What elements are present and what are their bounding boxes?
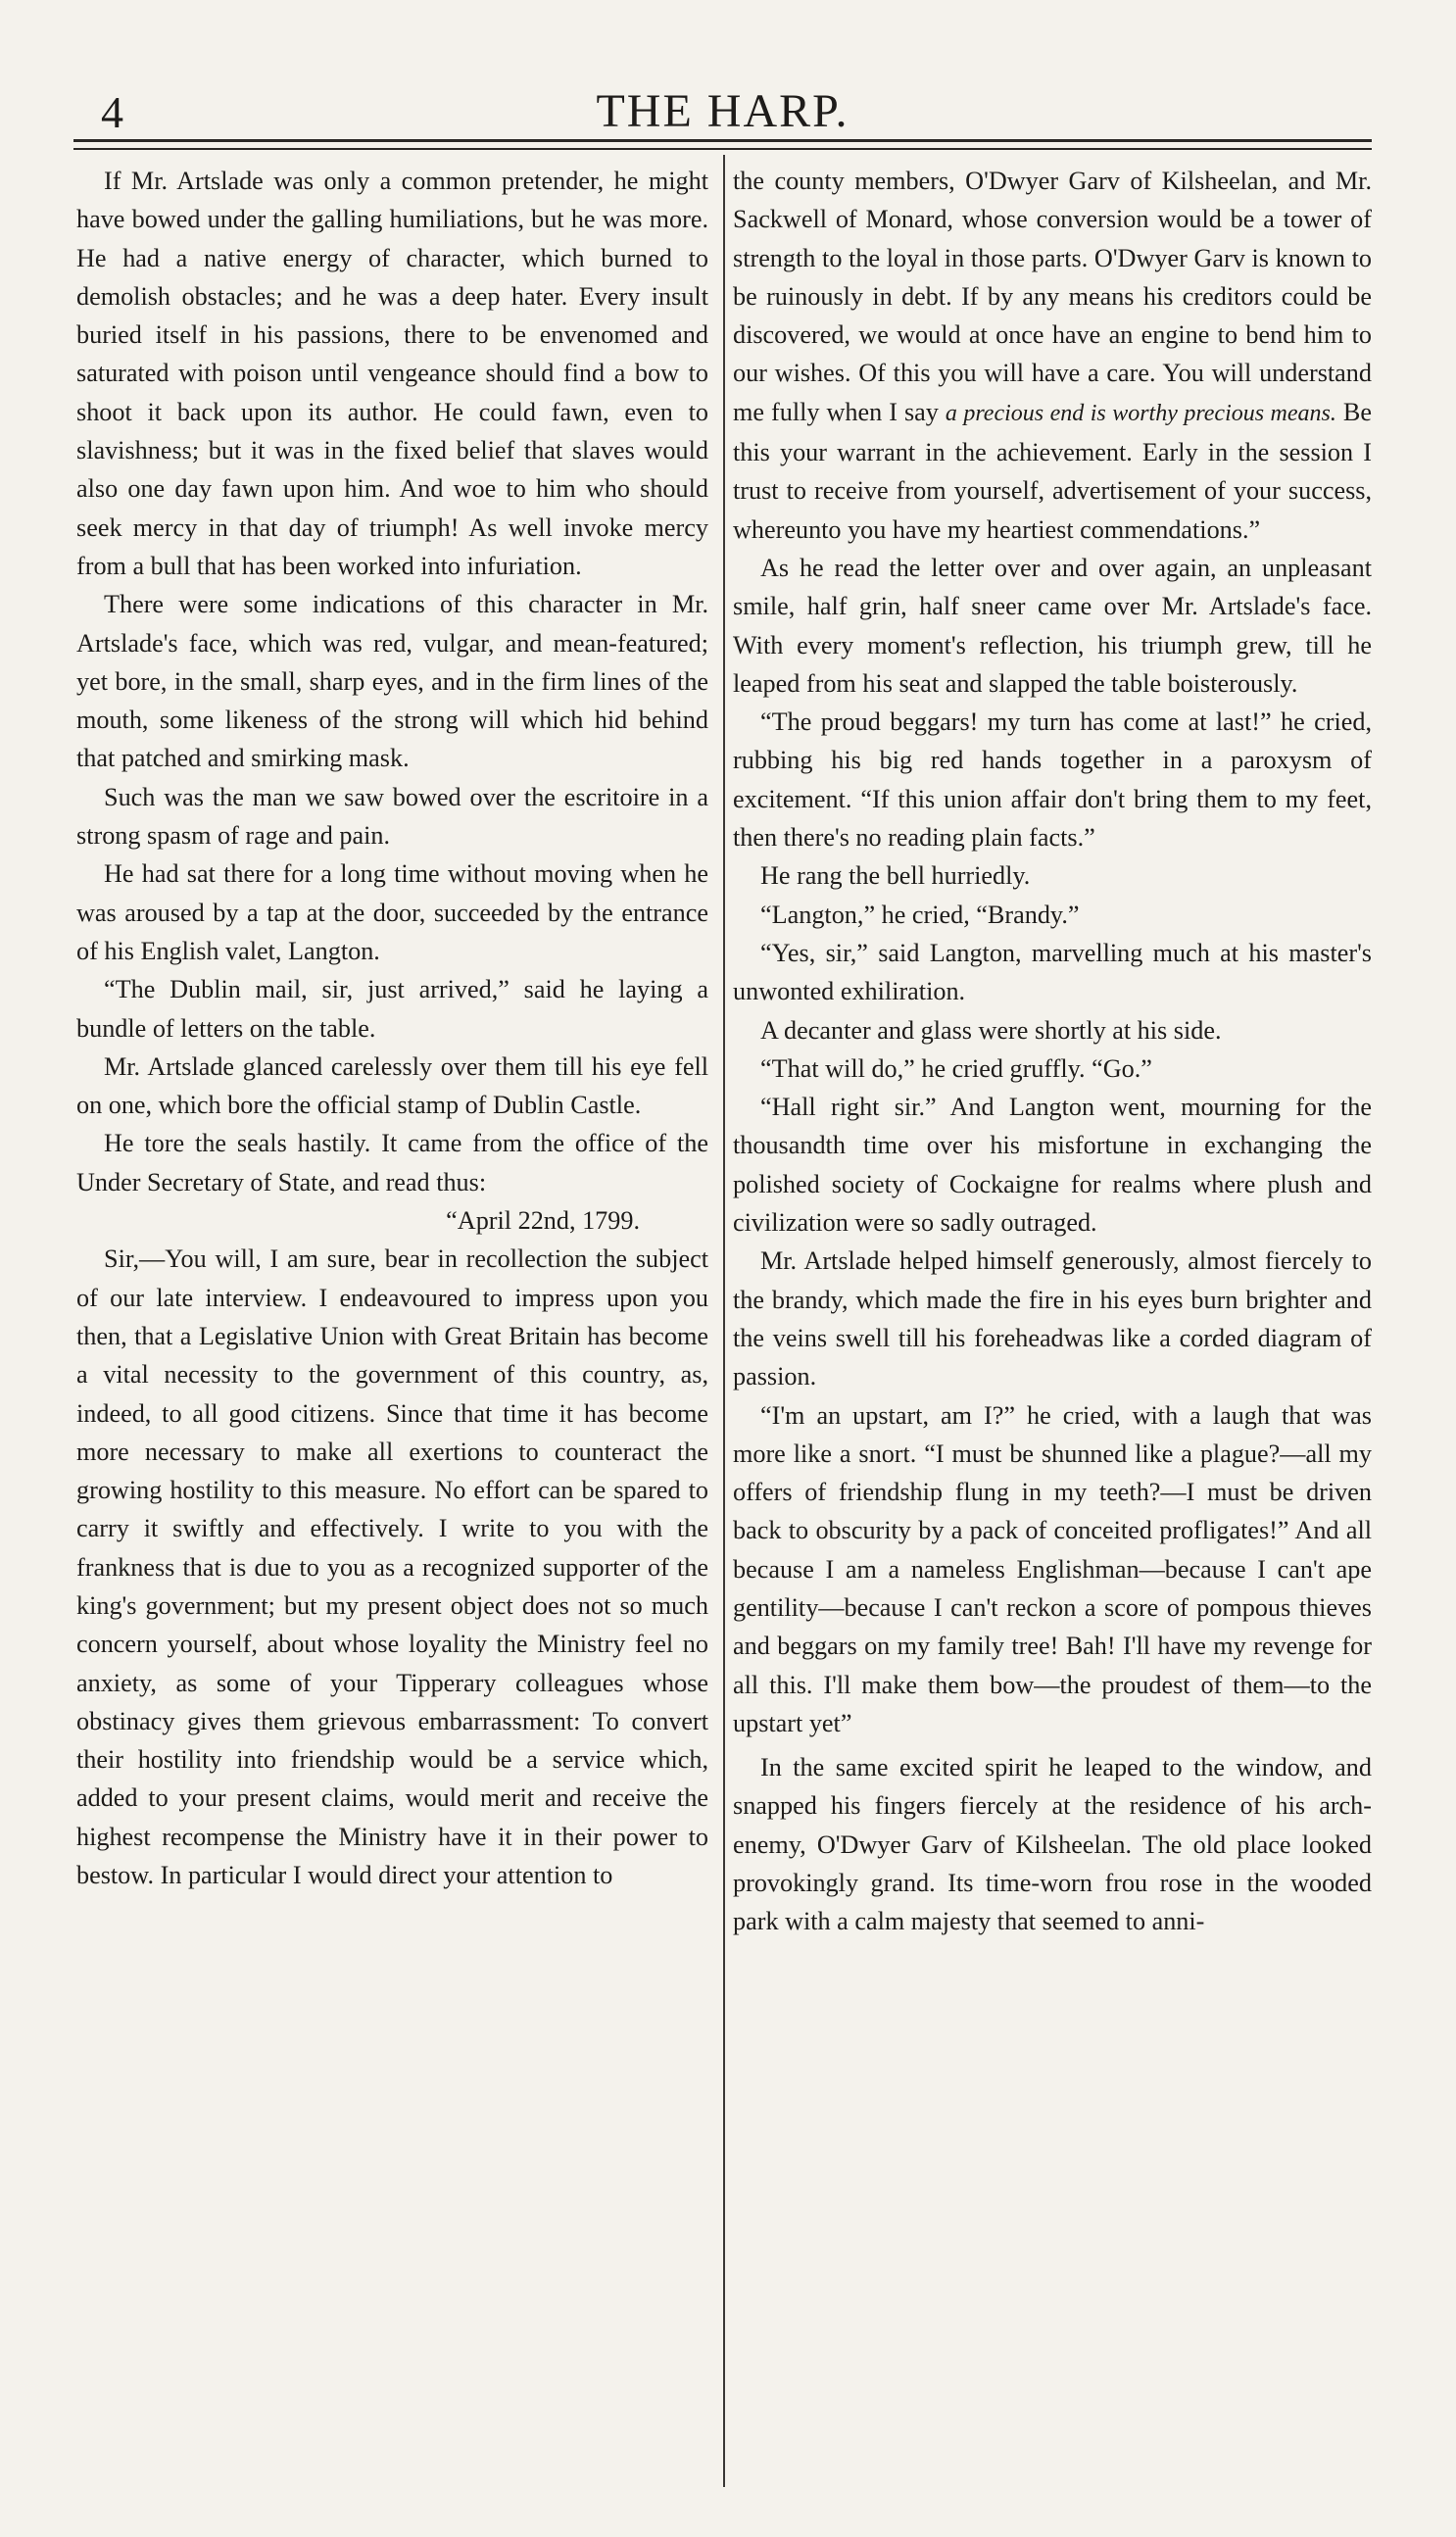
paragraph: “Langton,” he cried, “Brandy.” bbox=[760, 900, 1080, 929]
header-rule-thin bbox=[73, 148, 1372, 150]
page-number: 4 bbox=[101, 87, 123, 137]
letter-dateline: “April 22nd, 1799. bbox=[446, 1206, 640, 1236]
paragraph: Mr. Artslade glanced carelessly over them till his eye fell on one, which bore the official stamp of Dublin Castle. bbox=[76, 1051, 708, 1120]
paragraph: “I'm an upstart, am I?” he cried, with a laugh that was more like a snort. “I must be shunned like a plague?—all my offers of friendship flung in my teeth?—I must be driven back to obscurity by a pack of conceited profligates!” And all because I am a nameless Englishman—because I can't ape gentility—because I can't reckon a score of pompous thieves and beggars on my family tree! Bah! I'll have my revenge for all this. I'll make them bow—the proudest of them—to the upstart yet” bbox=[733, 1400, 1372, 1737]
running-title: THE HARP. bbox=[596, 85, 849, 137]
header-rule-thick bbox=[73, 139, 1372, 142]
paragraph: Such was the man we saw bowed over the escritoire in a strong spasm of rage and pain. bbox=[76, 782, 708, 851]
right-column bbox=[733, 162, 1372, 1941]
letter-body: Sir,—You will, I am sure, bear in recollection the subject of our late interview. I endeavoured to impress upon you then, that a Legislative Union with Great Britain has become a vital necessity to the government of this country, as, indeed, to all good citizens. Since that time it has become more necessary to make all exertions to counteract the growing hostility to this measure. No effort can be spared to carry it swiftly and effectively. I write to you with the frankness that is due to you as a recognized supporter of the king's government; but my present object does not so much concern yourself, about whose loyality the Ministry feel no anxiety, as some of your Tipperary colleagues whose obstinacy gives them grievous embarrassment: To convert their hostility into friendship would be a service which, added to your present claims, would merit and receive the highest recompense the Ministry have it in their power to bestow. In particular I would direct your attention to bbox=[76, 1244, 708, 1890]
paragraph: “Yes, sir,” said Langton, marvelling much at his master's unwonted exhiliration. bbox=[733, 938, 1372, 1006]
column-divider bbox=[723, 155, 725, 2487]
paragraph: Mr. Artslade helped himself generously, almost fiercely to the brandy, which made the fire in his eyes burn brighter and the veins swell till his foreheadwas like a corded diagram of passion. bbox=[733, 1246, 1372, 1391]
paragraph: If Mr. Artslade was only a common pretender, he might have bowed under the galling humiliations, but he was more. He had a native energy of character, which burned to demolish obstacles; and he was a deep hater. Every insult buried itself in his passions, there to be envenomed and saturated with poison until vengeance should find a bow to shoot it back upon its author. He could fawn, even to slavishness; but it was in the fixed belief that slaves would also one day fawn upon him. And woe to him who should seek mercy in that day of triumph! As well invoke mercy from a bull that has been worked into infuriation. bbox=[76, 167, 708, 580]
italic-quote: a precious end is worthy precious means. bbox=[945, 400, 1336, 426]
paragraph: As he read the letter over and over again, an unpleasant smile, half grin, half sneer came over Mr. Artslade's face. With every moment's reflection, his triumph grew, till he leaped from his seat and slapped the table boisterously. bbox=[733, 553, 1372, 698]
paragraph: “The Dublin mail, sir, just arrived,” said he laying a bundle of letters on the table. bbox=[76, 975, 708, 1043]
left-column bbox=[76, 162, 708, 1894]
paragraph: He rang the bell hurriedly. bbox=[760, 861, 1031, 891]
paragraph: “Hall right sir.” And Langton went, mourning for the thousandth time over his misfortune in exchanging the polished society of Cockaigne for realms where plush and civilization were so sadly outraged. bbox=[733, 1093, 1372, 1238]
paragraph: In the same excited spirit he leaped to the window, and snapped his fingers fiercely at the residence of his arch-enemy, O'Dwyer Garv of Kilsheelan. The old place looked provokingly grand. Its time-worn frou rose in the wooded park with a calm majesty that seemed to anni- bbox=[733, 1753, 1372, 1936]
paragraph: He tore the seals hastily. It came from the office of the Under Secretary of State, and read thus: bbox=[76, 1129, 708, 1196]
letter-continuation bbox=[733, 162, 1372, 549]
paragraph: There were some indications of this character in Mr. Artslade's face, which was red, vulgar, and mean-featured; yet bore, in the small, sharp eyes, and in the firm lines of the mouth, some likeness of the strong will which hid behind that patched and smirking mask. bbox=[76, 590, 708, 773]
paragraph: A decanter and glass were shortly at his side. bbox=[760, 1015, 1222, 1045]
paragraph: “That will do,” he cried gruffly. “Go.” bbox=[760, 1053, 1152, 1083]
paragraph: He had sat there for a long time without moving when he was aroused by a tap at the door, succeeded by the entrance of his English valet, Langton. bbox=[76, 859, 708, 965]
paragraph: “The proud beggars! my turn has come at last!” he cried, rubbing his big red hands together in a paroxysm of excitement. “If this union affair don't bring them to my feet, then there's no reading plain facts.” bbox=[733, 707, 1372, 853]
text-run: the county members, O'Dwyer Garv of Kilsheelan, and Mr. Sackwell of Monard, whose conversion would be a tower of strength to the loyal in those parts. O'Dwyer Garv is known to be ruinously in debt. If by any means his creditors could be discovered, we would at once have an engine to bend him to our wishes. Of this you will have a care. You will understand me fully when I say bbox=[733, 167, 1372, 426]
text-run: Be this your warrant in the achievement. Early in the session I trust to receive from yourself, advertisement of your success, whereunto you have my heartiest commendations.” bbox=[733, 397, 1372, 544]
